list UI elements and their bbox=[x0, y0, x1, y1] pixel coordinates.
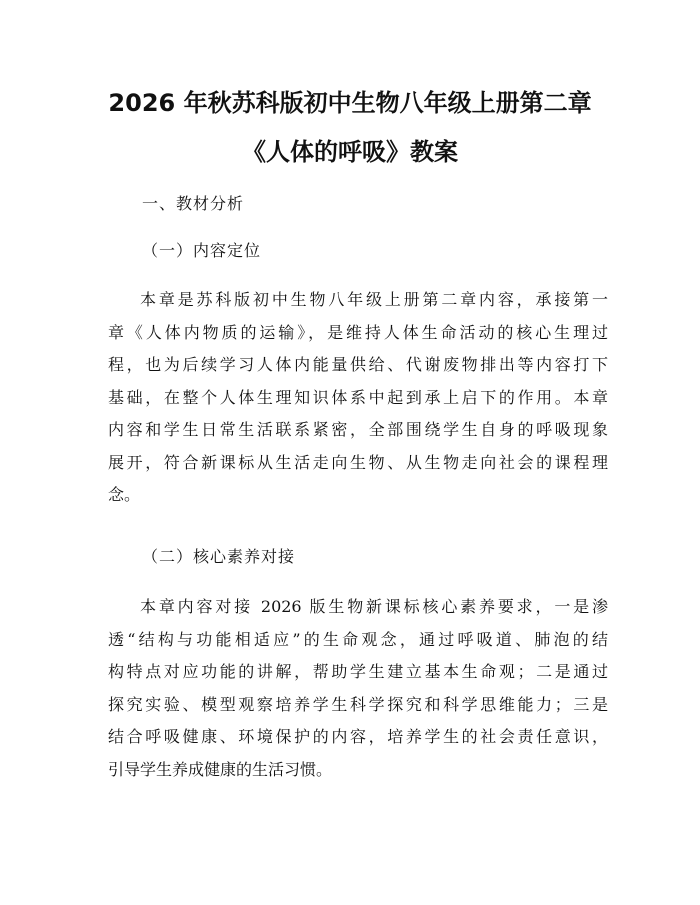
paragraph-line: 展开，符合新课标从生活走向生物、从生物走向社会的课程理 bbox=[108, 452, 608, 472]
paragraph-line: 引导学生养成健康的生活习惯。 bbox=[108, 759, 333, 779]
document-title-line-1: 2026 年秋苏科版初中生物八年级上册第二章 bbox=[108, 89, 592, 117]
paragraph-line: 内容和学生日常生活联系紧密，全部围绕学生自身的呼吸现象 bbox=[108, 420, 608, 439]
paragraph-line: 程，也为后续学习人体内能量供给、代谢废物排出等内容打下 bbox=[108, 355, 608, 374]
subsection-heading-core-literacy: （二）核心素养对接 bbox=[142, 547, 296, 566]
paragraph-line: 本章是苏科版初中生物八年级上册第二章内容，承接第一 bbox=[140, 290, 608, 309]
paragraph-line: 透“结构与功能相适应”的生命观念，通过呼吸道、肺泡的结 bbox=[108, 629, 608, 649]
paragraph-content-positioning bbox=[108, 284, 608, 512]
paragraph-line: 构特点对应功能的讲解，帮助学生建立基本生命观；二是通过 bbox=[108, 662, 608, 681]
paragraph-line: 章《人体内物质的运输》，是维持人体生命活动的核心生理过 bbox=[108, 322, 608, 342]
section-heading: 一、教材分析 bbox=[142, 194, 245, 213]
paragraph-line: 念。 bbox=[108, 485, 141, 504]
document-title-line-2: 《人体的呼吸》教案 bbox=[242, 138, 458, 166]
paragraph-line: 探究实验、模型观察培养学生科学探究和科学思维能力；三是 bbox=[108, 694, 608, 714]
paragraph-line: 本章内容对接 2026 版生物新课标核心素养要求，一是渗 bbox=[140, 597, 608, 616]
paragraph-line: 基础，在整个人体生理知识体系中起到承上启下的作用。本章 bbox=[108, 387, 608, 407]
subsection-heading-content-positioning: （一）内容定位 bbox=[142, 241, 262, 260]
paragraph-line: 结合呼吸健康、环境保护的内容，培养学生的社会责任意识， bbox=[108, 727, 608, 746]
paragraph-core-literacy bbox=[108, 591, 608, 786]
